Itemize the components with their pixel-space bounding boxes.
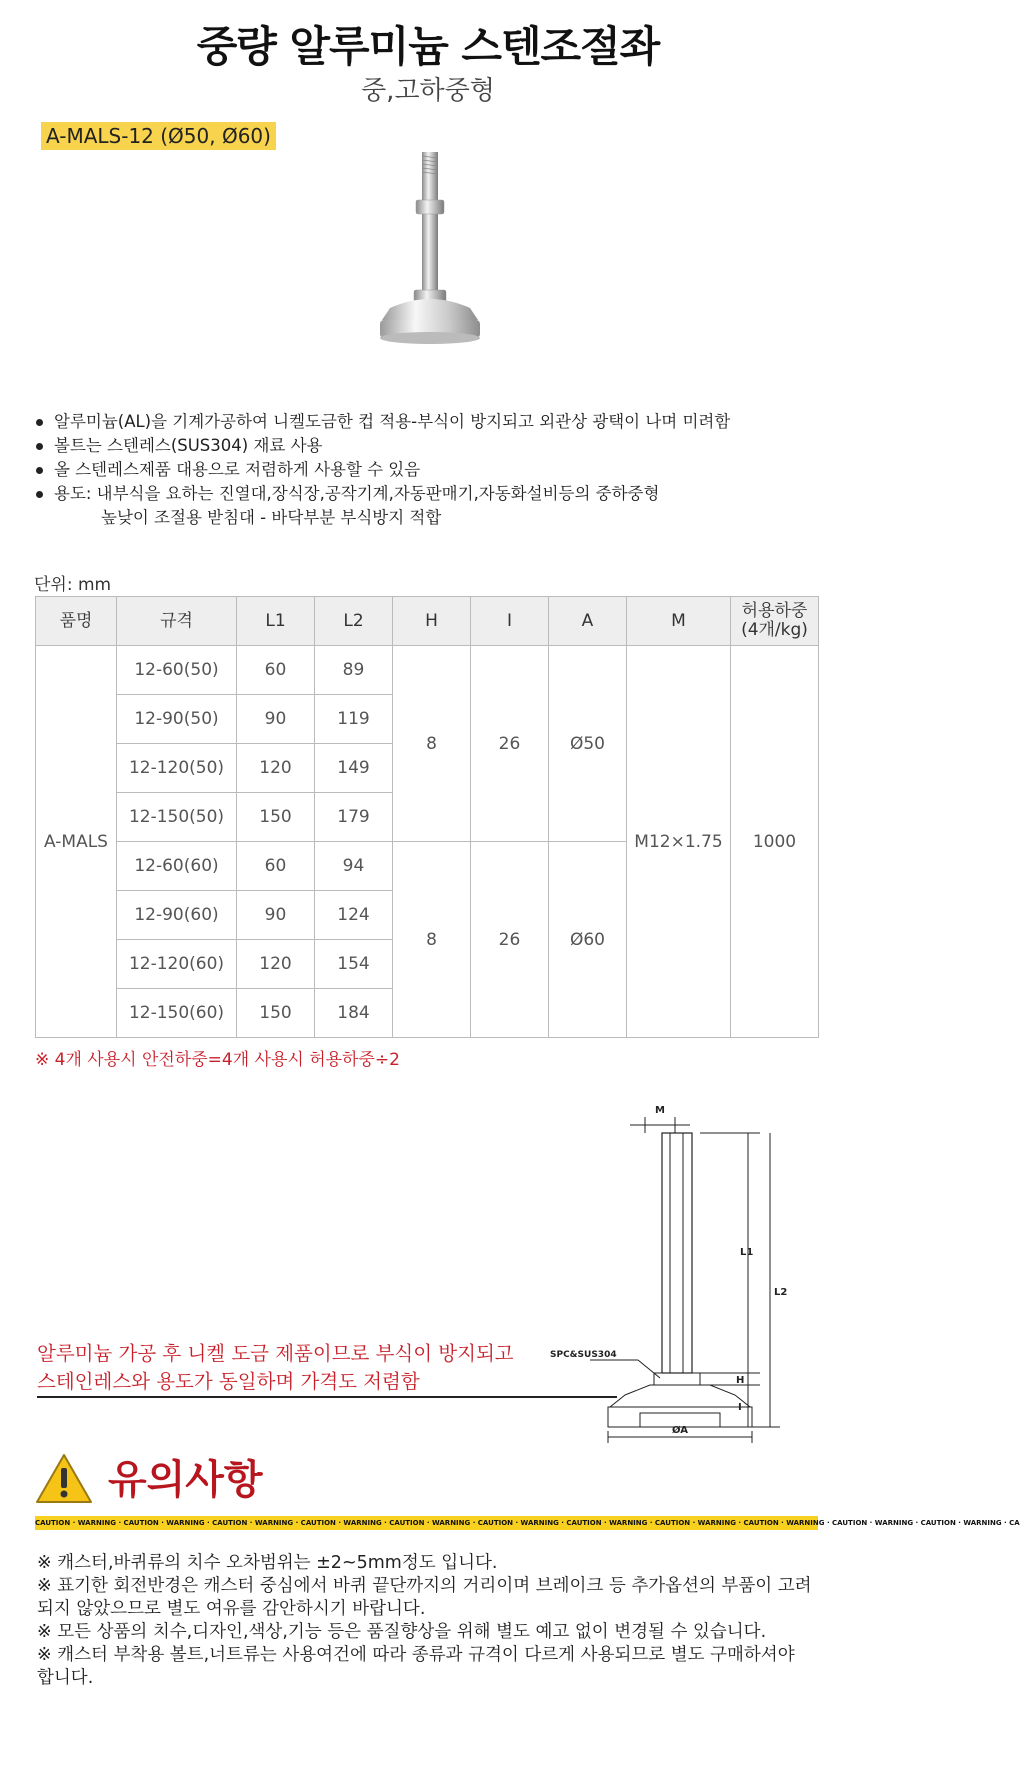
cell-a: Ø50: [549, 646, 627, 842]
page-subtitle: 중,고하중형: [361, 76, 495, 106]
notice-item: ※ 표기한 회전반경은 캐스터 중심에서 바퀴 끝단까지의 거리이며 브레이크 등 추가옵션의 부품이 고려되지 않았으므로 별도 여유를 감안하시기 바랍니다.: [37, 1576, 812, 1619]
note-pointer-line: [37, 1396, 617, 1398]
diagram-label-h: H: [736, 1375, 745, 1386]
diagram-note-line1: 알루미늄 가공 후 니켈 도금 제품이므로 부식이 방지되고: [37, 1342, 514, 1365]
cell-spec: 12-60(50): [117, 646, 237, 695]
table-row: [36, 646, 819, 695]
cell-l1: 120: [237, 744, 315, 793]
diagram-label-material: SPC&SUS304: [550, 1350, 617, 1360]
model-tag: A-MALS-12 (Ø50, Ø60): [41, 122, 276, 150]
header-load: [731, 597, 819, 646]
notice-item: ※ 모든 상품의 치수,디자인,색상,기능 등은 품질향상을 위해 별도 예고 없이 변경될 수 있습니다.: [37, 1622, 767, 1642]
cell-spec: 12-90(50): [117, 695, 237, 744]
feature-item: 용도: 내부식을 요하는 진열대,장식장,공작기계,자동판매기,자동화설비등의 중하중형: [34, 482, 834, 506]
cell-i: 26: [471, 842, 549, 1038]
cell-l1: 60: [237, 842, 315, 891]
cell-l1: 150: [237, 793, 315, 842]
diagram-label-i: I: [738, 1402, 742, 1413]
cell-l2: 94: [315, 842, 393, 891]
cell-l1: 60: [237, 646, 315, 695]
cell-l2: 184: [315, 989, 393, 1038]
cell-l1: 90: [237, 891, 315, 940]
feature-list: [34, 410, 834, 530]
header-h: H: [393, 597, 471, 646]
feature-continuation: 높낮이 조절용 받침대 - 바닥부분 부식방지 적합: [101, 508, 442, 527]
cell-h: 8: [393, 842, 471, 1038]
cell-l2: 154: [315, 940, 393, 989]
diagram-label-l2: L2: [774, 1287, 788, 1298]
cell-spec: 12-120(60): [117, 940, 237, 989]
header-load-line2: (4개/kg): [741, 620, 808, 640]
cell-spec: 12-150(60): [117, 989, 237, 1038]
product-image: [350, 148, 510, 378]
cell-i: 26: [471, 646, 549, 842]
warning-icon: [34, 1452, 94, 1506]
table-header-row: [36, 597, 819, 646]
feature-item: 볼트는 스텐레스(SUS304) 재료 사용: [34, 434, 834, 458]
notice-item: ※ 캐스터,바퀴류의 치수 오차범위는 ±2~5mm정도 입니다.: [37, 1553, 498, 1573]
header-load-line1: 허용하중: [741, 601, 808, 621]
cell-spec: 12-90(60): [117, 891, 237, 940]
diagram-note-line2: 스테인레스와 용도가 동일하며 가격도 저렴함: [37, 1370, 420, 1393]
cell-spec: 12-60(60): [117, 842, 237, 891]
cell-spec: 12-120(50): [117, 744, 237, 793]
notice-list: [37, 1552, 817, 1690]
notice-item: ※ 캐스터 부착용 볼트,너트류는 사용여건에 따라 종류과 규격이 다르게 사용되므로 별도 구매하셔야 합니다.: [37, 1645, 795, 1688]
cell-a: Ø60: [549, 842, 627, 1038]
cell-h: 8: [393, 646, 471, 842]
header-i: I: [471, 597, 549, 646]
dimension-diagram: [520, 1095, 820, 1445]
safety-note: ※ 4개 사용시 안전하중=4개 사용시 허용하중÷2: [35, 1050, 400, 1070]
caution-title: 유의사항: [108, 1457, 263, 1503]
cell-l2: 119: [315, 695, 393, 744]
cell-load: 1000: [731, 646, 819, 1038]
header-spec: 규격: [117, 597, 237, 646]
diagram-label-l1: L1: [740, 1247, 754, 1258]
header-name: 품명: [36, 597, 117, 646]
cell-l2: 149: [315, 744, 393, 793]
diagram-note: [37, 1340, 514, 1396]
cell-l1: 120: [237, 940, 315, 989]
caution-strip: CAUTION · WARNING · CAUTION · WARNING · CAUTION · WARNING · CAUTION · WARNING · CAUTION · WARNING · CAUTION · WARNING · CAUTION · WARNING · CAUTION · WARNING · CAUTION · WARNING · CAUTION · WARNING · CAUTION · WARNING · CA: [35, 1516, 818, 1530]
header-l2: L2: [315, 597, 393, 646]
feature-item: 올 스텐레스제품 대용으로 저렴하게 사용할 수 있음: [34, 458, 834, 482]
cell-l1: 150: [237, 989, 315, 1038]
unit-label: 단위: mm: [34, 575, 112, 595]
cell-l2: 124: [315, 891, 393, 940]
feature-item: 알루미늄(AL)을 기계가공하여 니켈도금한 컵 적용-부식이 방지되고 외관상 광택이 나며 미려함: [34, 410, 834, 434]
header-m: M: [627, 597, 731, 646]
header-a: A: [549, 597, 627, 646]
page-title: 중량 알루미늄 스텐조절좌: [196, 22, 660, 71]
spec-table: [35, 596, 819, 1038]
cell-l2: 179: [315, 793, 393, 842]
cell-product-name: A-MALS: [36, 646, 117, 1038]
cell-m: M12×1.75: [627, 646, 731, 1038]
diagram-label-a: ØA: [671, 1425, 689, 1436]
cell-l1: 90: [237, 695, 315, 744]
cell-l2: 89: [315, 646, 393, 695]
cell-spec: 12-150(50): [117, 793, 237, 842]
diagram-label-m: M: [655, 1105, 665, 1116]
header-l1: L1: [237, 597, 315, 646]
